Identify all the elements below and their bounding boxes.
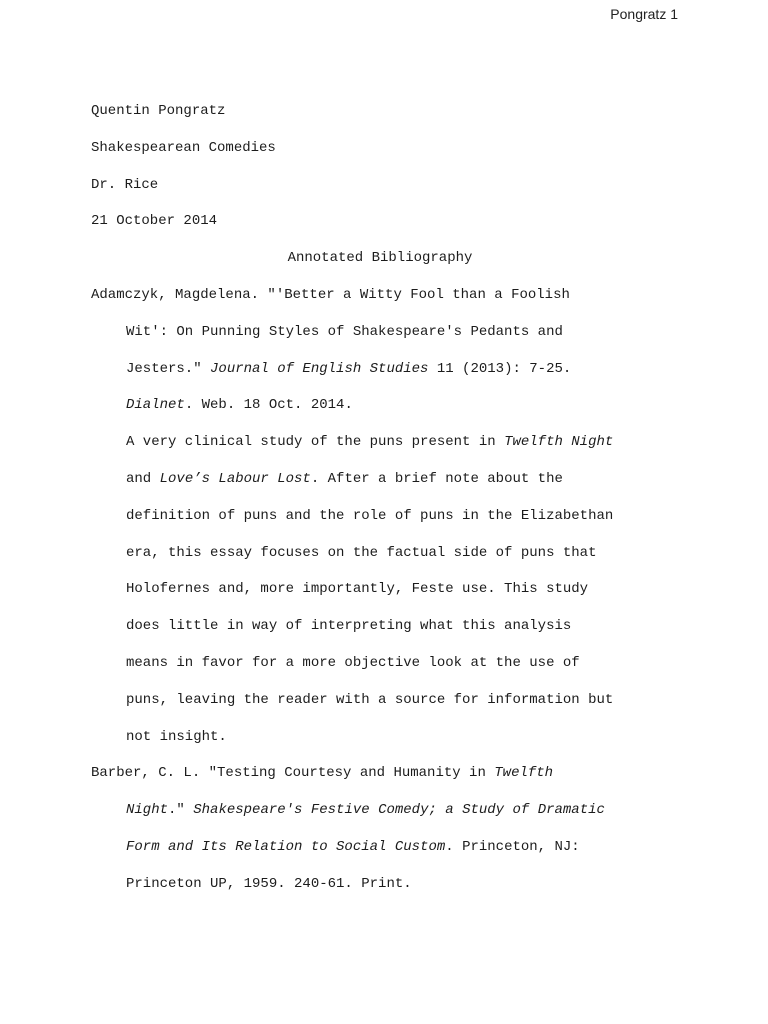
play-title: Night — [126, 802, 169, 819]
play-title: Love’s Labour Lost — [159, 470, 311, 487]
play-title: Twelfth Night — [504, 434, 614, 451]
annotation-line: does little in way of interpreting what this analysis — [126, 618, 572, 635]
running-header: Pongratz 1 — [610, 6, 678, 22]
annotation-line: not insight. — [126, 728, 227, 745]
instructor-name: Dr. Rice — [91, 176, 159, 193]
citation-line: Adamczyk, Magdelena. "'Better a Witty Fool than a Foolish — [91, 286, 570, 303]
annotation-line: definition of puns and the role of puns in the Elizabethan — [126, 507, 614, 524]
citation-line: Princeton UP, 1959. 240-61. Print. — [126, 875, 412, 892]
annotation-line: puns, leaving the reader with a source for information but — [126, 691, 614, 708]
annotation-text: and — [126, 470, 160, 487]
submission-date: 21 October 2014 — [91, 213, 218, 230]
citation-line — [91, 387, 691, 424]
citation-text: Jesters." — [126, 360, 211, 377]
citation-text: ." — [168, 802, 194, 819]
citation-line — [91, 755, 691, 792]
annotation-text: A very clinical study of the puns present in — [126, 434, 505, 451]
book-title: Form and Its Relation to Social Custom — [126, 838, 446, 855]
author-name: Quentin Pongratz — [91, 103, 226, 119]
annotation-line — [91, 461, 691, 498]
citation-line — [91, 792, 691, 829]
annotation-line: means in favor for a more objective look at the use of — [126, 654, 580, 671]
annotation-text: . After a brief note about the — [310, 470, 563, 487]
annotation-line: Holofernes and, more importantly, Feste use. This study — [126, 581, 589, 598]
citation-text: . Princeton, NJ: — [445, 838, 580, 855]
course-name: Shakespearean Comedies — [91, 139, 276, 156]
journal-title: Journal of English Studies — [210, 360, 429, 377]
document-body — [91, 93, 691, 903]
citation-text: 11 (2013): 7-25. — [428, 360, 572, 377]
citation-text: . Web. 18 Oct. 2014. — [184, 397, 353, 414]
citation-text: Barber, C. L. "Testing Courtesy and Humanity in — [91, 765, 495, 782]
database-name: Dialnet — [126, 397, 185, 414]
annotation-line — [91, 424, 691, 461]
citation-line — [91, 829, 691, 866]
document-title: Annotated Bibliography — [287, 250, 473, 267]
citation-line — [91, 351, 691, 388]
play-title: Twelfth — [494, 765, 554, 782]
annotation-line: era, this essay focuses on the factual side of puns that — [126, 544, 597, 561]
book-title: Shakespeare's Festive Comedy; a Study of Dramatic — [193, 802, 605, 819]
citation-line: Wit': On Punning Styles of Shakespeare's Pedants and — [126, 323, 563, 340]
